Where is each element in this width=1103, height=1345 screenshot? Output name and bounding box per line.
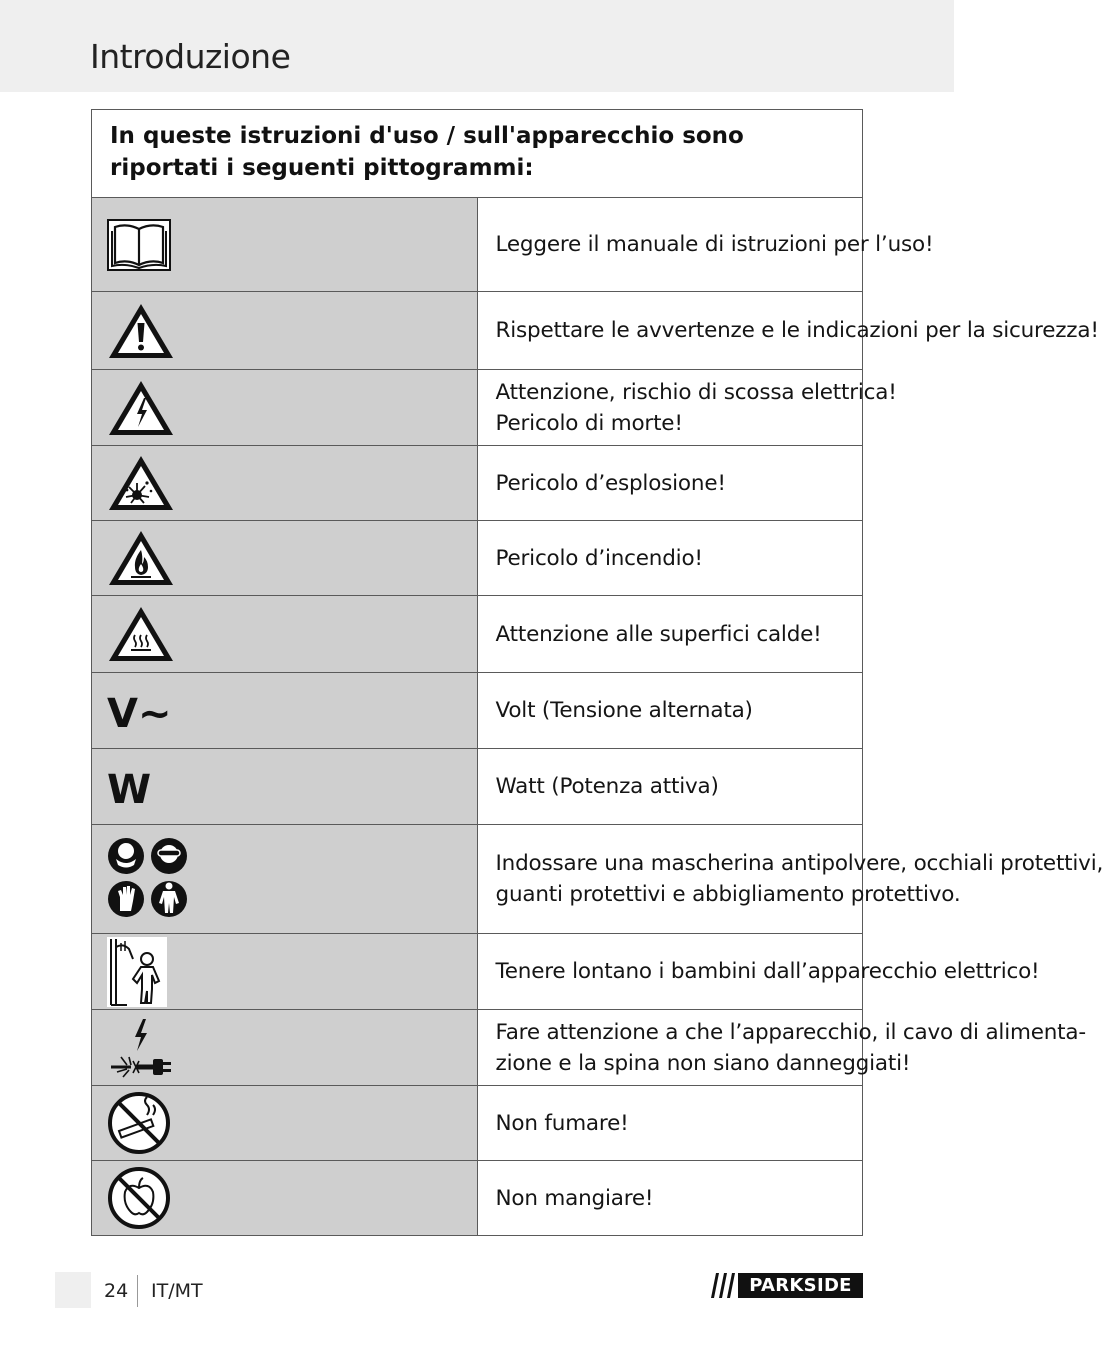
manual-book-icon <box>107 219 171 271</box>
description-cell <box>477 198 934 292</box>
table-row <box>92 292 863 370</box>
page-number: 24 <box>104 1280 129 1302</box>
intro-line: In queste istruzioni d'uso / sull'apparecchio sono <box>110 123 744 149</box>
table-row <box>92 1086 863 1161</box>
icon-cell <box>92 673 478 749</box>
table-row <box>92 749 863 825</box>
volt-ac-symbol: V~ <box>107 690 172 737</box>
intro-line: riportati i seguenti pittogrammi: <box>110 155 534 181</box>
language-code: IT/MT <box>151 1280 203 1302</box>
electric-shock-warning-icon <box>107 378 175 438</box>
table-row <box>92 1010 863 1086</box>
table-row <box>92 825 863 934</box>
table-row <box>92 596 863 673</box>
description-line: zione e la spina non siano danneggiati! <box>495 1050 911 1076</box>
intro-row <box>92 110 863 198</box>
parkside-logo <box>705 1273 863 1298</box>
description-cell <box>477 292 1099 370</box>
description-line: Pericolo di morte! <box>495 410 683 436</box>
description-cell <box>477 749 863 825</box>
keep-children-away-icon <box>107 937 167 1007</box>
logo-slashes-icon <box>705 1273 737 1298</box>
table-row <box>92 198 863 292</box>
table-row <box>92 1161 863 1236</box>
icon-cell <box>92 1010 478 1086</box>
description-cell <box>477 825 1103 934</box>
icon-cell <box>92 1161 478 1236</box>
icon-cell <box>92 825 478 934</box>
description-cell <box>477 1086 863 1161</box>
logo-wordmark: PARKSIDE <box>738 1273 863 1298</box>
icon-cell <box>92 1086 478 1161</box>
icon-cell <box>92 446 478 521</box>
description-cell <box>477 596 863 673</box>
icon-cell <box>92 596 478 673</box>
icon-cell <box>92 749 478 825</box>
icon-cell <box>92 521 478 596</box>
description-line: Attenzione, rischio di scossa elettrica! <box>495 379 897 405</box>
warning-exclamation-icon <box>107 301 175 361</box>
fire-warning-icon <box>107 528 175 588</box>
table-row <box>92 673 863 749</box>
protective-equipment-icon <box>107 837 191 921</box>
damaged-cable-icon <box>107 1017 173 1079</box>
description-line: Indossare una mascherina antipolvere, occhiali protettivi, <box>495 851 1103 876</box>
description-line: guanti protettivi e abbigliamento protettivo. <box>495 882 961 907</box>
description-line: Leggere il manuale di istruzioni per l’uso! <box>495 232 934 257</box>
intro-heading <box>92 110 863 198</box>
table-row <box>92 446 863 521</box>
description-line: Pericolo d’incendio! <box>495 545 703 571</box>
table-row <box>92 934 863 1010</box>
table-row <box>92 370 863 446</box>
description-line: Non fumare! <box>495 1110 629 1136</box>
description-cell <box>477 370 897 446</box>
description-line: Rispettare le avvertenze e le indicazioni per la sicurezza! <box>495 318 1099 343</box>
icon-cell <box>92 292 478 370</box>
hot-surface-warning-icon <box>107 604 175 664</box>
description-line: Pericolo d’esplosione! <box>495 470 726 496</box>
watt-symbol: W <box>107 766 152 813</box>
description-line: Attenzione alle superfici calde! <box>495 621 822 647</box>
description-cell <box>477 673 863 749</box>
footer-tab-marker <box>55 1272 91 1308</box>
icon-cell <box>92 370 478 446</box>
no-smoking-icon <box>107 1091 171 1155</box>
description-cell <box>477 1010 1086 1086</box>
description-line: Volt (Tensione alternata) <box>495 698 753 723</box>
page-title: Introduzione <box>90 37 291 76</box>
icon-cell <box>92 934 478 1010</box>
description-cell <box>477 446 863 521</box>
description-cell <box>477 934 1040 1010</box>
icon-cell <box>92 198 478 292</box>
no-eating-icon <box>107 1166 171 1230</box>
description-line: Tenere lontano i bambini dall’apparecchio elettrico! <box>495 959 1040 984</box>
description-line: Watt (Potenza attiva) <box>495 774 719 799</box>
description-cell <box>477 521 863 596</box>
watt-icon <box>107 765 167 813</box>
description-line: Non mangiare! <box>495 1185 654 1211</box>
description-line: Fare attenzione a che l’apparecchio, il cavo di alimenta- <box>495 1019 1086 1045</box>
footer-divider <box>137 1275 138 1307</box>
volt-ac-icon <box>107 689 177 737</box>
table-row <box>92 521 863 596</box>
pictogram-table <box>91 109 1103 1236</box>
description-cell <box>477 1161 863 1236</box>
explosion-warning-icon <box>107 453 175 513</box>
